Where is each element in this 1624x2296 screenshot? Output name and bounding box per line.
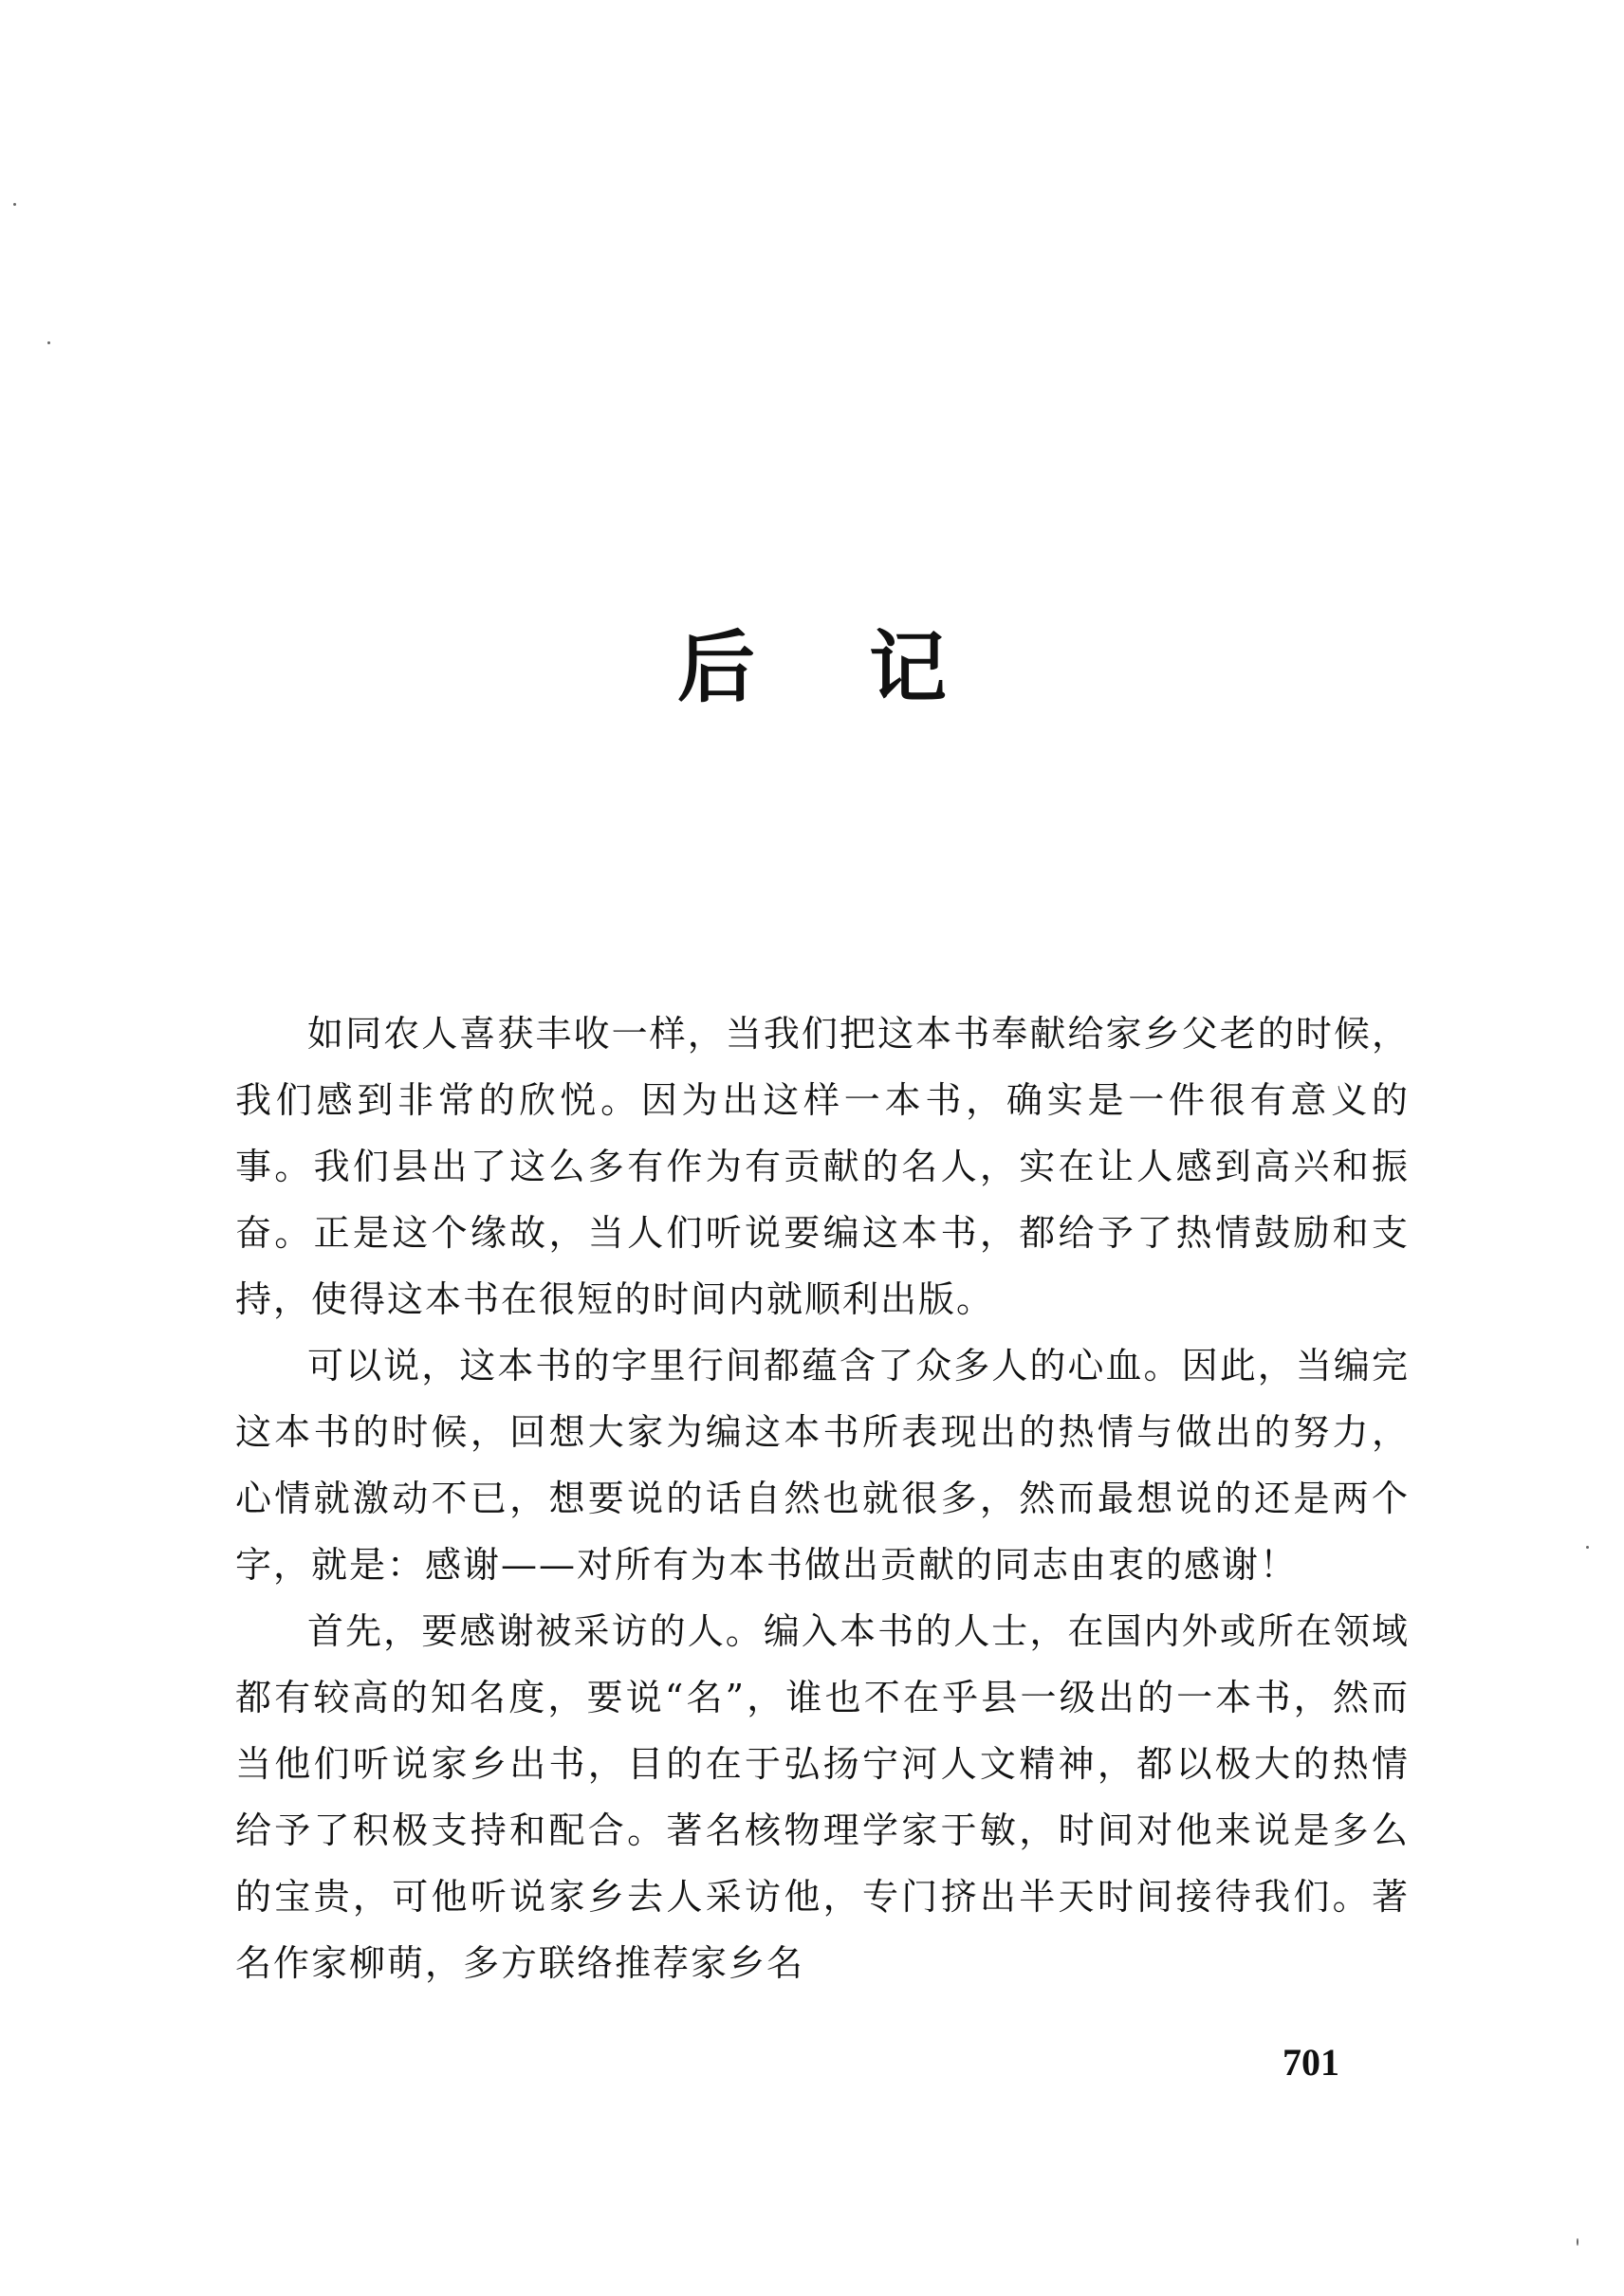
page-title (0, 621, 1624, 716)
page-title-char: 后 (676, 622, 755, 713)
page-number: 701 (1283, 2041, 1339, 2084)
scan-speck (47, 341, 50, 344)
page-title-char: 记 (868, 622, 947, 713)
scan-speck (1577, 2238, 1578, 2246)
paragraph: 可以说，这本书的字里行间都蕴含了众多人的心血。因此，当编完这本书的时候，回想大家为编这本书所表现出的热情与做出的努力，心情就激动不已，想要说的话自然也就很多，然而最想说的还是两个字，就是：感谢——对所有为本书做出贡献的同志由衷的感谢！ (235, 1345, 1410, 1586)
paragraph: 首先，要感谢被采访的人。编入本书的人士，在国内外或所在领域都有较高的知名度，要说“名”，谁也不在乎县一级出的一本书，然而当他们听说家乡出书，目的在于弘扬宁河人文精神，都以极大的热情给予了积极支持和配合。著名核物理学家于敏，时间对他来说是多么的宝贵，可他听说家乡去人采访他，专门挤出半天时间接待我们。著名作家柳萌，多方联络推荐家乡名 (235, 1610, 1410, 1984)
paragraph: 如同农人喜获丰收一样，当我们把这本书奉献给家乡父老的时候，我们感到非常的欣悦。因为出这样一本书，确实是一件很有意义的事。我们县出了这么多有作为有贡献的名人，实在让人感到高兴和振奋。正是这个缘故，当人们听说要编这本书，都给予了热情鼓励和支持，使得这本书在很短的时间内就顺利出版。 (235, 1013, 1410, 1320)
body-text (235, 1001, 1410, 1996)
scan-speck (13, 203, 16, 206)
scan-speck (1586, 1546, 1589, 1549)
